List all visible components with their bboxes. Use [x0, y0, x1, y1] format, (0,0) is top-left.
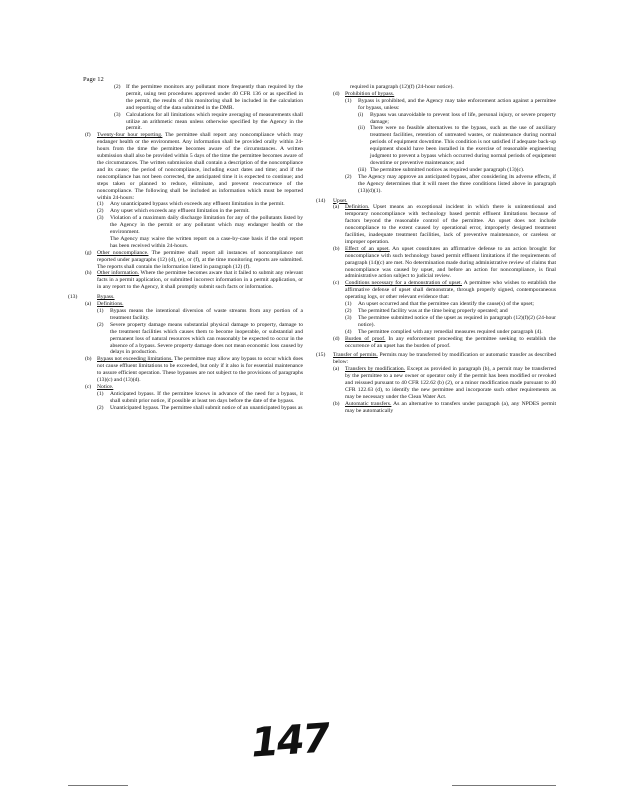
- paragraph-marker: (c): [333, 280, 340, 287]
- paragraph-text: The permittee shall report all instances of noncompliance not reported under paragraphs (12) (d), (e), or (f), at the time monitoring reports are submitted. The reports shall contain the information listed in paragraph (12) (f).: [97, 249, 303, 270]
- paragraph: [68, 84, 303, 112]
- paragraph-marker: (h): [85, 270, 92, 277]
- paragraph: [68, 384, 303, 391]
- paragraph-marker: (4): [345, 328, 352, 335]
- paragraph-marker: (2): [114, 84, 121, 90]
- paragraph: [316, 352, 556, 366]
- paragraph-marker: (1): [345, 97, 352, 104]
- paragraph-marker: (f): [85, 132, 91, 139]
- paragraph-text: An upset occurred and that the permittee can identify the cause(s) of the upset;: [358, 301, 534, 308]
- paragraph-marker: (b): [333, 400, 340, 407]
- paragraph: [316, 401, 556, 415]
- paragraph: [316, 167, 556, 174]
- paragraph-text: The Agency may waive the written report on a case-by-case basis if the oral report has been received within 24-hours.: [110, 235, 303, 249]
- paragraph-text: Bypass was unavoidable to prevent loss of life, personal injury, or severe property damage;: [370, 111, 556, 125]
- paragraph-text: Violation of a maximum daily discharge limitation for any of the pollutants listed by the Agency in the permit or any pollutant which may endanger health or the environment.: [110, 215, 303, 236]
- paragraph-marker: (ii): [358, 125, 365, 132]
- paragraph-marker: (1): [345, 301, 352, 308]
- paragraph-text: The permittee submitted notice of the upset as required in paragraph (12)(f)(2) (24-hour notice).: [358, 314, 556, 328]
- paragraph-text: Calculations for all limitations which require averaging of measurements shall utilize an arithmetic mean unless otherwise specified by the Agency in the permit.: [126, 111, 303, 132]
- paragraph-text: Except as provided in paragraph (b), a permit may be transferred by the permittee to a new owner or operator only if the permit has been modified or revoked and reissued pursuant to 40 CFR 122.62 (b) (2), or a minor modification made pursuant to 40 CFR 122.63 (d), to identify the new permittee and incorporate such other requirements as may be necessary under the Clean Water Act.: [345, 366, 557, 400]
- paragraph: [316, 112, 556, 126]
- paragraph: [316, 308, 556, 315]
- bottom-rule-right: [452, 785, 556, 786]
- paragraph-text: Permits may be transferred by modification or automatic transfer as described below:: [333, 352, 556, 366]
- paragraph: [316, 366, 556, 401]
- paragraph: [316, 301, 556, 308]
- paragraph-marker: (iii): [358, 166, 367, 173]
- paragraph-marker: (a): [333, 366, 340, 373]
- paragraph-marker: (g): [85, 249, 92, 256]
- paragraph-text: Unanticipated bypass. The permittee shall submit notice of an unanticipated bypass as: [110, 404, 303, 411]
- paragraph: [316, 174, 556, 195]
- paragraph-text: The permitted facility was at the time being properly operated; and: [358, 308, 508, 314]
- paragraph-marker: (2): [97, 404, 104, 411]
- paragraph-marker: (2): [97, 208, 104, 215]
- paragraph: [316, 246, 556, 281]
- paragraph-marker: (d): [333, 335, 340, 342]
- page-label: Page 12: [83, 76, 104, 83]
- paragraph: [316, 315, 556, 329]
- paragraph-text: An upset constitutes an affirmative defense to an action brought for noncompliance with such technology based permit effluent limitations if the requirements of paragraph (14)(c) are met. No determination made during administrative review of claims that noncompliance was caused by upset, and before an action for noncompliance, is final administrative action subject to judicial review.: [345, 245, 556, 280]
- paragraph: [68, 250, 303, 271]
- paragraph-marker: (13): [68, 294, 78, 301]
- paragraph-heading: Other information.: [97, 270, 140, 277]
- paragraph-heading: Bypass.: [97, 294, 115, 301]
- paragraph: [316, 204, 556, 245]
- paragraph-marker: (b): [333, 245, 340, 252]
- paragraph: [68, 405, 303, 412]
- paragraph-heading: Definitions.: [97, 301, 124, 308]
- bottom-rule-left: [68, 785, 128, 786]
- paragraph-text: Any upset which exceeds any effluent limitation in the permit.: [110, 208, 250, 215]
- paragraph-text: Anticipated bypass. If the permittee knows in advance of the need for a bypass, it shall submit prior notice, if possible at least ten days before the date of the bypass.: [110, 390, 303, 404]
- paragraph: [68, 132, 303, 201]
- handwritten-page-number: 147: [249, 715, 331, 767]
- paragraph-text: A permittee who wishes to establish the affirmative defense of upset shall demonstrate, through properly signed, contemporaneous operating logs, or other relevant evidence that:: [345, 280, 556, 301]
- paragraph-text: As an alternative to transfers under paragraph (a), any NPDES permit may be automatically: [345, 400, 556, 414]
- paragraph: [316, 329, 556, 336]
- paragraph: [68, 308, 303, 322]
- paragraph-text: If the permittee monitors any pollutant more frequently than required by the permit, using test procedures approved under 40 CFR 136 or as specified in the permit, the results of this monitoring shall be included in the calculation and reporting of the data submitted in the DMR.: [126, 84, 303, 111]
- paragraph-text: Bypass means the intentional diversion of waste streams from any portion of a treatment facility.: [110, 308, 303, 321]
- paragraph-text: The permittee may allow any bypass to occur which does not cause effluent limitations to be exceeded, but only if it also is for essential maintenance to assure efficient operation. These bypasses are not subject to the provisions of paragraphs (13)(c) and (13)(d).: [97, 356, 303, 384]
- paragraph-marker: (2): [345, 308, 352, 314]
- paragraph: [68, 322, 303, 357]
- paragraph-marker: (1): [97, 201, 104, 208]
- paragraph-text: Bypass is prohibited, and the Agency may take enforcement action against a permittee for bypass, unless:: [358, 97, 556, 111]
- paragraph-marker: (i): [358, 111, 364, 118]
- paragraph-marker: (15): [316, 352, 326, 359]
- left-column: [68, 84, 303, 412]
- paragraph-text: There were no feasible alternatives to the bypass, such as the use of auxiliary treatment facilities, retention of untreated wastes, or maintenance during normal periods of equipment downtime. This condition is not satisfied if adequate back-up equipment should have been installed in the exercise of reasonable engineering judgment to prevent a bypass which occurred during normal periods of equipment downtime or preventive maintenance; and: [370, 125, 556, 166]
- paragraph-heading: Effect of an upset.: [345, 245, 390, 252]
- paragraph: [316, 98, 556, 112]
- paragraph: [316, 336, 556, 350]
- paragraph: [316, 125, 556, 166]
- paragraph-marker: (d): [333, 90, 340, 97]
- paragraph-marker: (1): [97, 308, 104, 314]
- paragraph-text: The permittee complied with any remedial measures required under paragraph (4).: [358, 328, 543, 335]
- paragraph-marker: (2): [97, 321, 104, 328]
- paragraph-text: required in paragraph (12)(f) (24-hour notice).: [350, 84, 454, 90]
- paragraph: [68, 112, 303, 133]
- paragraph-marker: (c): [85, 383, 92, 390]
- paragraph-marker: (2): [345, 173, 352, 180]
- paragraph-heading: Prohibition of bypass.: [345, 90, 395, 97]
- paragraph-heading: Notice.: [97, 383, 114, 390]
- paragraph-text: Severe property damage means substantial physical damage to property, damage to the treatment facilities which causes them to become inoperable, or substantial and permanent loss of natural resources which can reasonably be expected to occur in the absence of a bypass. Severe property damage does not mean economic loss caused by delays in production.: [110, 321, 303, 356]
- paragraph-marker: (a): [333, 204, 340, 211]
- paragraph-heading: Definition.: [345, 204, 370, 211]
- paragraph-heading: Twenty-four hour reporting.: [97, 132, 163, 139]
- paragraph: [316, 84, 556, 91]
- paragraph: [68, 301, 303, 308]
- paragraph-heading: Transfer of permits.: [333, 352, 378, 359]
- paragraph-marker: (a): [85, 301, 92, 308]
- paragraph: [68, 215, 303, 236]
- paragraph-heading: Automatic transfers.: [345, 400, 392, 407]
- paragraph-text: Where the permittee becomes aware that it failed to submit any relevant facts in a permit application, or submitted incorrect information in a permit application, or in any report to the Agency, it shall promptly submit such facts or information.: [97, 270, 303, 291]
- paragraph: [68, 236, 303, 250]
- paragraph-marker: (3): [345, 314, 352, 321]
- paragraph-marker: (3): [97, 215, 104, 222]
- paragraph: [68, 270, 303, 291]
- right-column: [316, 84, 556, 415]
- paragraph-text: The Agency may approve an anticipated bypass, after considering its adverse effects, if the Agency determines that it will meet the three conditions listed above in paragraph (13)(d)(1).: [358, 173, 556, 194]
- paragraph-heading: Transfers by modification.: [345, 366, 406, 373]
- paragraph-heading: Bypass not exceeding limitations.: [97, 356, 173, 363]
- paragraph-text: Any unanticipated bypass which exceeds any effluent limitation in the permit.: [110, 201, 285, 208]
- paragraph-marker: (1): [97, 390, 104, 397]
- paragraph-heading: Burden of proof.: [345, 335, 386, 342]
- paragraph-text: In any enforcement proceeding the permittee seeking to establish the occurrence of an upset has the burden of proof.: [345, 335, 556, 349]
- paragraph-heading: Upset.: [333, 197, 348, 204]
- paragraph-marker: (b): [85, 356, 92, 363]
- paragraph: [316, 91, 556, 98]
- paragraph-text: Upset means an exceptional incident in which there is unintentional and temporary noncompliance with technology based permit effluent limitations because of factors beyond the reasonable control of the permittee. An upset does not include noncompliance to the extent caused by operational error, improperly designed treatment facilities, inadequate treatment facilities, lack of preventive maintenance, or careless or improper operation.: [345, 204, 556, 245]
- paragraph: [68, 391, 303, 405]
- paragraph-text: The permittee shall report any noncompliance which may endanger health or the environment. Any information shall be provided orally within 24-hours from the time the permittee becomes aware of the circumstances. A written submission shall also be provided within 5 days of the time the permittee becomes aware of the circumstances. The written submission shall contain a description of the noncompliance and its cause; the period of noncompliance, including exact dates and time; and if the noncompliance has not been corrected, the anticipated time it is expected to continue; and steps taken or planned to reduce, eliminate, and prevent reoccurrence of the noncompliance. The following shall be included as information which must be reported within 24-hours:: [97, 132, 303, 201]
- paragraph-text: The permittee submitted notices as required under paragraph (13)(c).: [370, 166, 525, 173]
- paragraph: [68, 356, 303, 384]
- paragraph-heading: Conditions necessary for a demonstration of upset.: [345, 280, 463, 287]
- paragraph-marker: (3): [114, 111, 121, 118]
- paragraph: [316, 280, 556, 301]
- paragraph-heading: Other noncompliance.: [97, 249, 149, 256]
- paragraph-marker: (14): [316, 197, 326, 204]
